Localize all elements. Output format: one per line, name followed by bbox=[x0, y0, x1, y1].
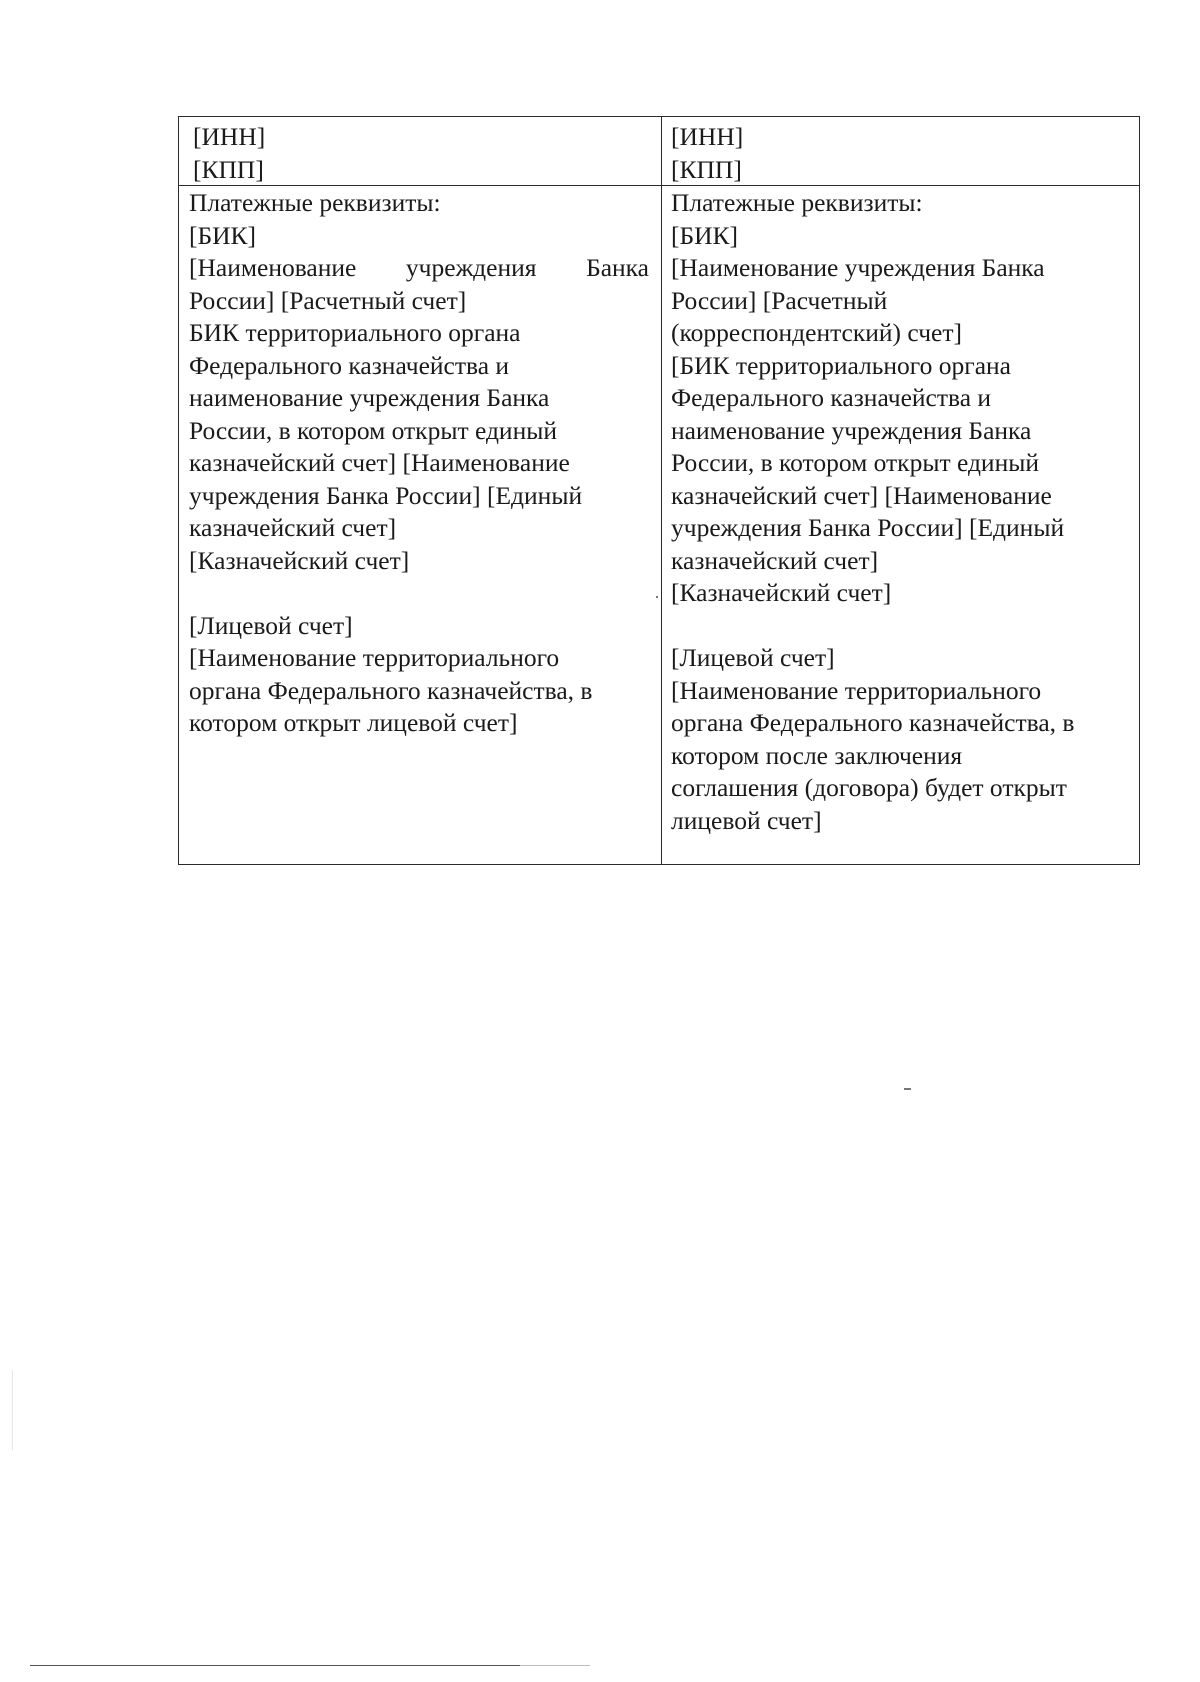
text-line: учреждения Банка России] [Единый bbox=[671, 513, 1065, 542]
scan-speck bbox=[12, 1370, 13, 1450]
text-line: котором после заключения bbox=[671, 740, 963, 770]
requisites-table bbox=[178, 116, 1140, 865]
kpp-field: [КПП] bbox=[671, 154, 742, 184]
text-line: котором открыт лицевой счет] bbox=[189, 708, 518, 737]
text-line: Федерального казначейства и bbox=[189, 350, 510, 380]
text-fragment: Банка bbox=[586, 253, 649, 282]
inn-field: [ИНН] bbox=[193, 122, 266, 151]
treasury-account-field: [Казначейский счет] bbox=[189, 545, 410, 575]
personal-account-field: [Лицевой счет] bbox=[671, 643, 835, 672]
text-line: наименование учреждения Банка bbox=[671, 415, 1032, 445]
text-line: [Наименование территориального bbox=[189, 643, 560, 672]
column-divider bbox=[661, 117, 662, 864]
text-line: России] [Расчетный bbox=[671, 285, 888, 315]
inn-field: [ИНН] bbox=[671, 122, 744, 151]
text-line: органа Федерального казначейства, в bbox=[189, 675, 593, 705]
text-line: соглашения (договора) будет открыт bbox=[671, 773, 1067, 802]
text-line: России, в котором открыт единый bbox=[671, 448, 1039, 477]
bottom-rule bbox=[30, 1665, 590, 1666]
text-line: казначейский счет] bbox=[189, 513, 397, 542]
scan-speck bbox=[656, 596, 658, 598]
text-line: наименование учреждения Банка bbox=[189, 383, 550, 412]
bik-field: [БИК] bbox=[189, 220, 257, 250]
bank-name-line bbox=[189, 252, 649, 285]
scan-speck bbox=[904, 1088, 911, 1090]
bik-field: [БИК] bbox=[671, 220, 739, 250]
text-line: учреждения Банка России] [Единый bbox=[189, 480, 583, 510]
payment-details-cell-right bbox=[671, 187, 1074, 837]
blank-line bbox=[189, 577, 649, 610]
bottom-rule-faint bbox=[520, 1665, 590, 1666]
text-line: лицевой счет] bbox=[671, 805, 822, 835]
text-line: Федерального казначейства и bbox=[671, 383, 992, 412]
text-line: [БИК территориального органа bbox=[671, 350, 1011, 380]
blank-line bbox=[671, 610, 1074, 643]
payment-details-title: Платежные реквизиты: bbox=[189, 188, 441, 217]
text-line: БИК территориального органа bbox=[189, 318, 521, 347]
payment-details-title: Платежные реквизиты: bbox=[671, 188, 923, 217]
text-fragment: [Наименование bbox=[189, 253, 357, 282]
text-line: (корреспондентский) счет] bbox=[671, 318, 962, 347]
kpp-field: [КПП] bbox=[193, 154, 264, 184]
personal-account-field: [Лицевой счет] bbox=[189, 610, 353, 640]
treasury-account-field: [Казначейский счет] bbox=[671, 578, 892, 607]
text-line: органа Федерального казначейства, в bbox=[671, 708, 1075, 737]
text-line: [Наименование учреждения Банка bbox=[671, 253, 1045, 282]
payment-details-cell-left bbox=[189, 187, 649, 740]
row-divider bbox=[179, 185, 1139, 186]
header-cell-left bbox=[193, 121, 265, 186]
text-line: России] [Расчетный счет] bbox=[189, 285, 467, 315]
header-cell-right bbox=[671, 121, 743, 186]
text-line: России, в котором открыт единый bbox=[189, 415, 557, 445]
text-fragment: учреждения bbox=[405, 253, 537, 282]
text-line: казначейский счет] bbox=[671, 545, 879, 575]
text-line: [Наименование территориального bbox=[671, 675, 1042, 705]
text-line: казначейский счет] [Наименование bbox=[671, 480, 1052, 510]
text-line: казначейский счет] [Наименование bbox=[189, 448, 570, 477]
